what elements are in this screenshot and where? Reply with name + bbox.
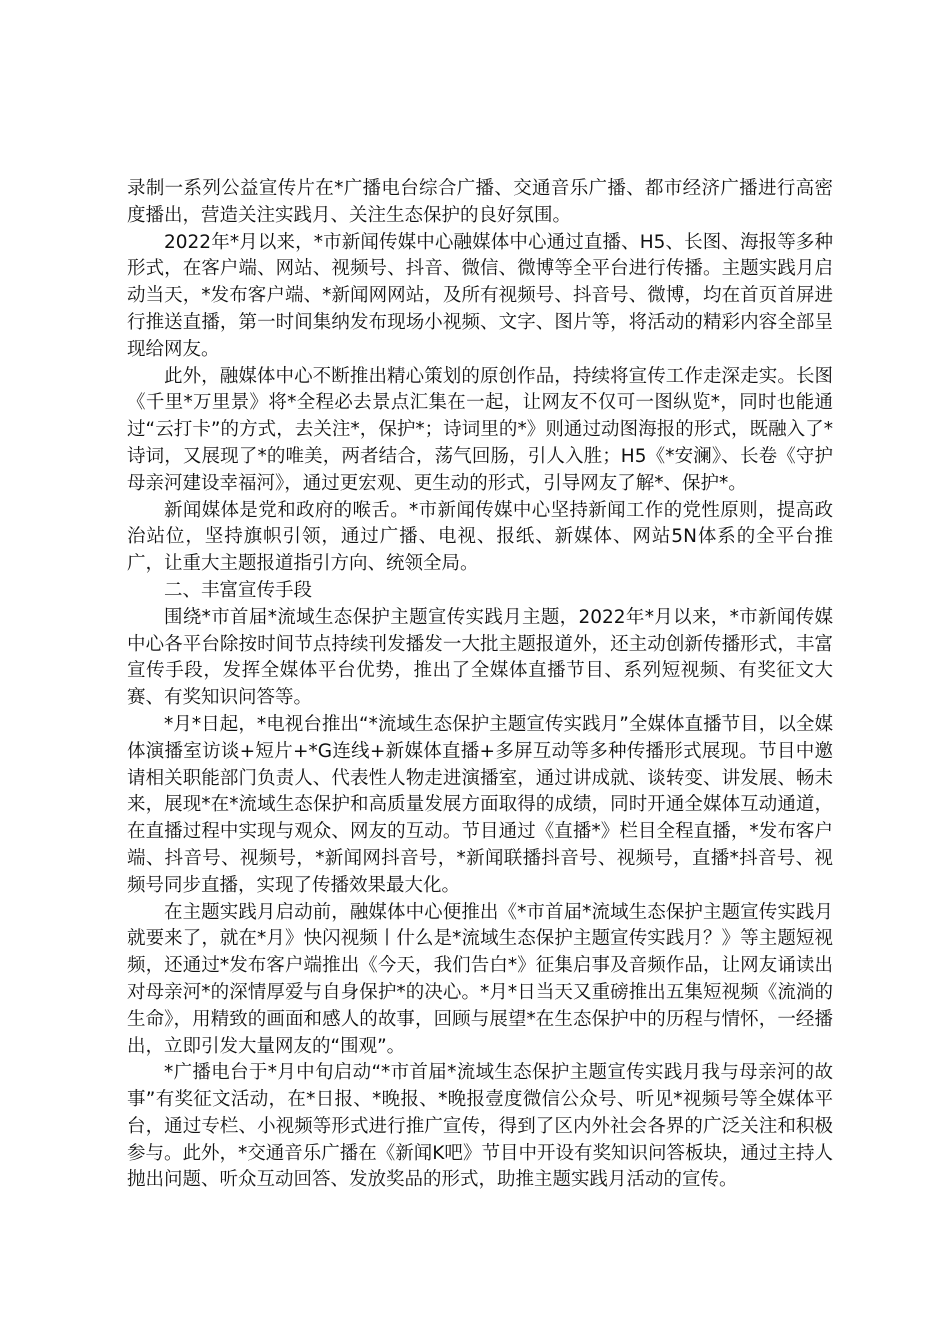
paragraph: 在主题实践月启动前，融媒体中心便推出《*市首届*流域生态保护主题宣传实践月就要来了，就在*月》快闪视频丨什么是*流域生态保护主题宣传实践月？》等主题短视频，还通过*发布客户端推出《今天，我们告白*》征集启事及音频作品，让网友诵读出对母亲河*的深情厚爱与自身保护*的决心。*月*日当天又重磅推出五集短视频《流淌的生命》，用精致的画面和感人的故事，回顾与展望*在生态保护中的历程与情怀，一经播出，立即引发大量网友的“围观”。 [127,901,833,1057]
paragraph: 围绕*市首届*流域生态保护主题宣传实践月主题，2022年*月以来，*市新闻传媒中心各平台除按时间节点持续刊发播发一大批主题报道外，还主动创新传播形式，丰富宣传手段，发挥全媒体平台优势，推出了全媒体直播节目、系列短视频、有奖征文大赛、有奖知识问答等。 [127,606,833,709]
section-heading: 二、丰富宣传手段 [164,579,313,601]
paragraph: 此外，融媒体中心不断推出精心策划的原创作品，持续将宣传工作走深走实。长图《千里*万里景》将*全程必去景点汇集在一起，让网友不仅可一图纵览*，同时也能通过“云打卡”的方式，去关注*，保护*；诗词里的*》则通过动图海报的形式，既融入了*诗词，又展现了*的唯美，两者结合，荡气回肠，引人入胜；H5《*安澜》、长卷《守护母亲河建设幸福河》，通过更宏观、更生动的形式，引导网友了解*、保护*。 [127,365,833,494]
paragraph: *月*日起，*电视台推出“*流域生态保护主题宣传实践月”全媒体直播节目，以全媒体演播室访谈+短片+*G连线+新媒体直播+多屏互动等多种传播形式展现。节目中邀请相关职能部门负责人、代表性人物走进演播室，通过讲成就、谈转变、讲发展、畅未来，展现*在*流域生态保护和高质量发展方面取得的成绩，同时开通全媒体互动通道，在直播过程中实现与观众、网友的互动。节目通过《直播*》栏目全程直播，*发布客户端、抖音号、视频号，*新闻网抖音号，*新闻联播抖音号、视频号，直播*抖音号、视频号同步直播，实现了传播效果最大化。 [127,713,833,896]
paragraph: 2022年*月以来，*市新闻传媒中心融媒体中心通过直播、H5、长图、海报等多种形式，在客户端、网站、视频号、抖音、微信、微博等全平台进行传播。主题实践月启动当天，*发布客户端、*新闻网网站，及所有视频号、抖音号、微博，均在首页首屏进行推送直播，第一时间集纳发布现场小视频、文字、图片等，将活动的精彩内容全部呈现给网友。 [127,231,833,360]
document-body [127,176,833,1194]
paragraph: 新闻媒体是党和政府的喉舌。*市新闻传媒中心坚持新闻工作的党性原则，提高政治站位，坚持旗帜引领，通过广播、电视、报纸、新媒体、网站5N体系的全平台推广，让重大主题报道指引方向、统领全局。 [127,499,833,575]
paragraph: *广播电台于*月中旬启动“*市首届*流域生态保护主题宣传实践月我与母亲河的故事”有奖征文活动，在*日报、*晚报、*晚报壹度微信公众号、听见*视频号等全媒体平台，通过专栏、小视频等形式进行推广宣传，得到了区内外社会各界的广泛关注和积极参与。此外，*交通音乐广播在《新闻K吧》节目中开设有奖知识问答板块，通过主持人抛出问题、听众互动回答、发放奖品的形式，助推主题实践月活动的宣传。 [127,1062,833,1191]
paragraph-continuation: 录制一系列公益宣传片在*广播电台综合广播、交通音乐广播、都市经济广播进行高密度播出，营造关注实践月、关注生态保护的良好氛围。 [127,178,833,226]
